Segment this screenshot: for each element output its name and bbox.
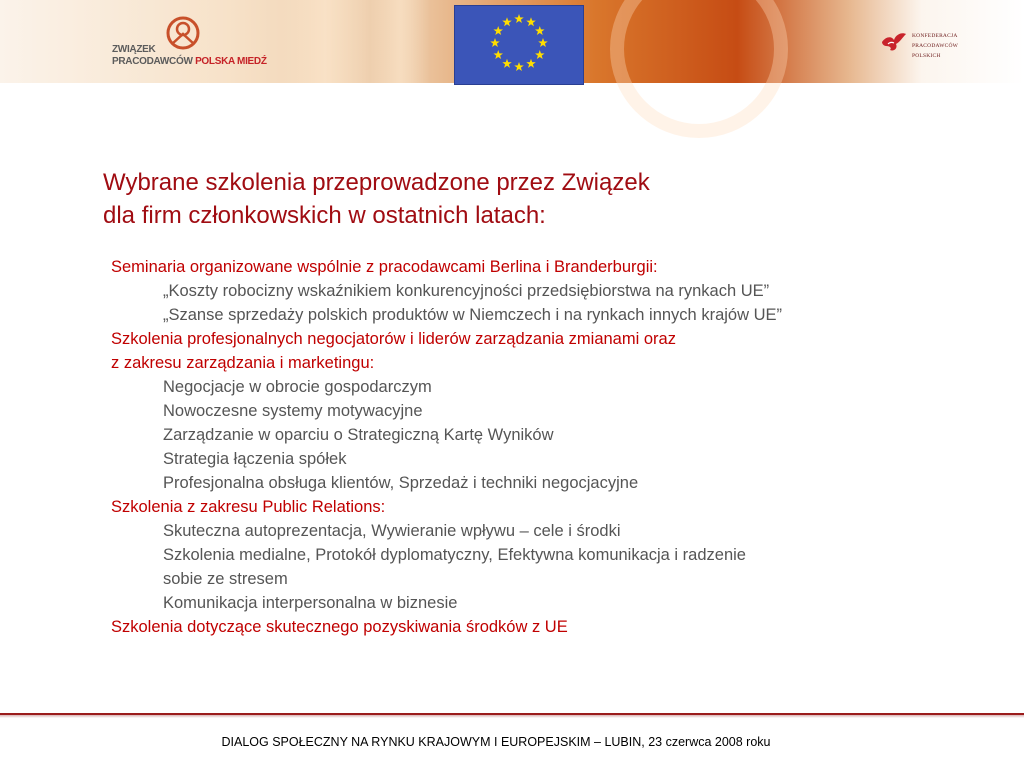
list-item: „Koszty robocizny wskaźnikiem konkurencyjności przedsiębiorstwa na rynkach UE”: [163, 282, 770, 300]
eu-star-icon: [514, 62, 524, 71]
footer-text: DIALOG SPOŁECZNY NA RYNKU KRAJOWYM I EUROPEJSKIM – LUBIN, 23 czerwca 2008 roku: [221, 735, 771, 749]
zpm-emblem-icon: [166, 16, 200, 50]
zpm-logo-line1: ZWIĄZEK: [112, 44, 156, 55]
list-item: Strategia łączenia spółek: [163, 450, 347, 468]
eu-star-icon: [526, 59, 536, 68]
list-item: Profesjonalna obsługa klientów, Sprzedaż i techniki negocjacyjne: [163, 474, 639, 492]
eu-star-icon: [502, 17, 512, 26]
zpm-logo-line2: [112, 56, 267, 67]
list-item-continued: sobie ze stresem: [163, 570, 288, 588]
section-heading: Szkolenia profesjonalnych negocjatorów i liderów zarządzania zmianami oraz: [111, 330, 676, 348]
eu-flag-icon: [454, 5, 584, 85]
list-item: Szkolenia medialne, Protokół dyplomatyczny, Efektywna komunikacja i radzenie: [163, 546, 746, 564]
eu-star-icon: [514, 14, 524, 23]
section-heading: Seminaria organizowane wspólnie z pracodawcami Berlina i Branderburgii:: [111, 258, 658, 276]
kpp-logo-line1: KONFEDERACJA: [912, 33, 958, 39]
list-item: Zarządzanie w oparciu o Strategiczną Kartę Wyników: [163, 426, 554, 444]
eu-star-icon: [490, 38, 500, 47]
banner-light-streak: [370, 0, 430, 83]
kpp-logo-line3: POLSKICH: [912, 53, 941, 59]
zpm-logo: [112, 16, 267, 72]
list-item: „Szanse sprzedaży polskich produktów w Niemczech i na rynkach innych krajów UE”: [163, 306, 782, 324]
header-banner: [0, 0, 1024, 83]
banner-arc-decoration: [610, 0, 788, 138]
eu-star-icon: [535, 50, 545, 59]
list-item: Negocjacje w obrocie gospodarczym: [163, 378, 432, 396]
kpp-logo-text: [912, 31, 958, 61]
list-item: Komunikacja interpersonalna w biznesie: [163, 594, 458, 612]
section-heading: Szkolenia z zakresu Public Relations:: [111, 498, 386, 516]
footer-rule-shadow: [0, 715, 1024, 718]
eu-star-icon: [526, 17, 536, 26]
list-item: Nowoczesne systemy motywacyjne: [163, 402, 423, 420]
slide-title: [103, 166, 903, 232]
banner-light-streak: [280, 0, 370, 83]
training-list: [111, 255, 991, 639]
kpp-eagle-icon: [880, 30, 908, 54]
kpp-logo-line2: PRACODAWCÓW: [912, 43, 959, 49]
slide-title-line2: dla firm członkowskich w ostatnich latach:: [103, 202, 546, 229]
kpp-logo: [880, 26, 980, 66]
zpm-logo-prefix: PRACODAWCÓW: [112, 56, 196, 67]
section-heading: Szkolenia dotyczące skutecznego pozyskiwania środków z UE: [111, 618, 568, 636]
eu-star-icon: [502, 59, 512, 68]
list-item: Skuteczna autoprezentacja, Wywieranie wpływu – cele i środki: [163, 522, 621, 540]
eu-star-icon: [538, 38, 548, 47]
zpm-logo-brand: POLSKA MIEDŹ: [195, 56, 267, 67]
eu-star-icon: [493, 50, 503, 59]
eu-star-icon: [535, 26, 545, 35]
eu-star-icon: [493, 26, 503, 35]
slide-title-line1: Wybrane szkolenia przeprowadzone przez Związek: [103, 169, 650, 196]
section-heading-continued: z zakresu zarządzania i marketingu:: [111, 354, 375, 372]
